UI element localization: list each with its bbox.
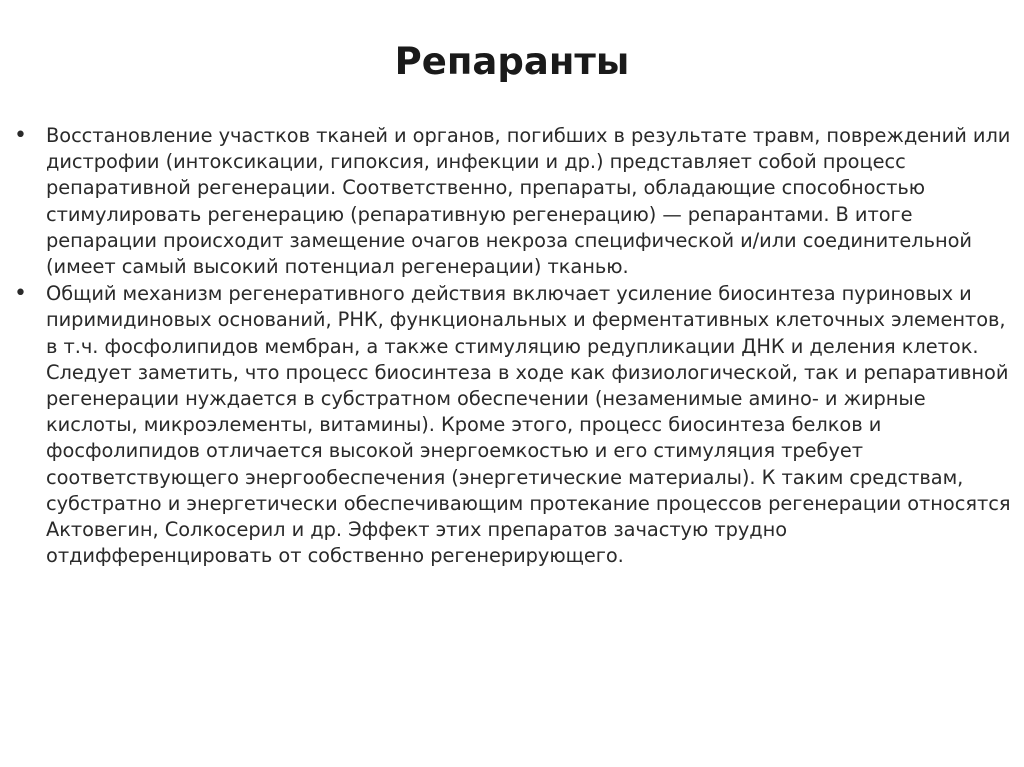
bullet-list — [14, 123, 1014, 570]
bullet-text-1: Восстановление участков тканей и органов, погибших в результате травм, повреждений или дистрофии (интоксикации, гипоксия, инфекции и др.) представляет собой процесс репаративной регенерации. Соответственно, препараты, обладающие способностью стимулировать регенерацию (репаративную регенерацию) — репарантами. В итоге репарации происходит замещение очагов некроза специфической и/или соединительной (имеет самый высокий потенциал регенерации) тканью. — [46, 124, 1011, 279]
slide-title: Репаранты — [394, 40, 630, 83]
bullet-item-1 — [14, 123, 1014, 280]
bullet-item-2 — [14, 281, 1014, 569]
bullet-marker: • — [14, 281, 27, 307]
bullet-marker: • — [14, 123, 27, 148]
bullet-text-2: Общий механизм регенеративного действия включает усиление биосинтеза пуриновых и пиримидиновых оснований, РНК, функциональных и ферментативных клеточных элементов, в т.ч. фосфолипидов мембран, а также стимуляцию редупликации ДНК и деления клеток. Следует заметить, что процесс биосинтеза в ходе как физиологической, так и репаративной регенерации нуждается в субстратном обеспечении (незаменимые амино- и жирные кислоты, микроэлементы, витамины). Кроме этого, процесс биосинтеза белков и фосфолипидов отличается высокой энергоемкостью и его стимуляция требует соответствующего энергообеспечения (энергетические материалы). К таким средствам, субстратно и энергетически обеспечивающим протекание процессов регенерации относятся Актовегин, Солкосерил и др. Эффект этих препаратов зачастую трудно отдифференцировать от собственно регенерирующего. — [46, 282, 1011, 568]
